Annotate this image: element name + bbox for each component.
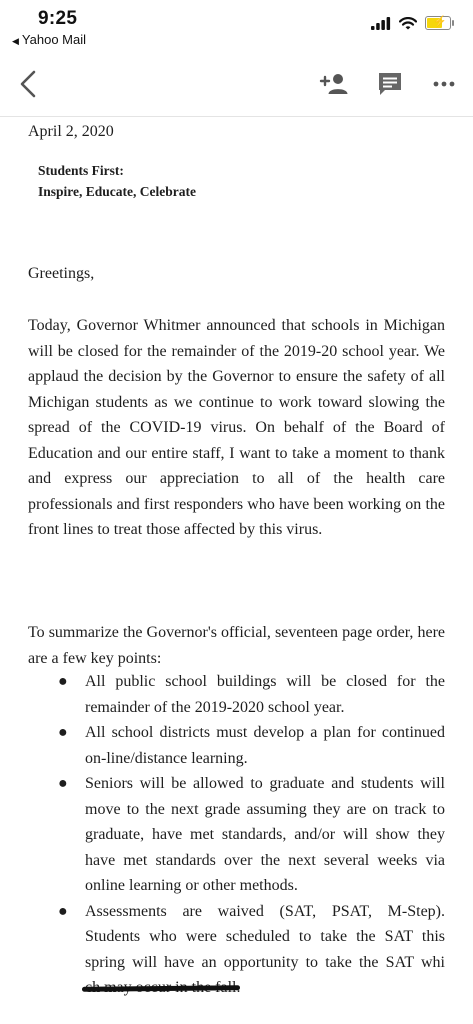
message-button[interactable] bbox=[372, 66, 408, 102]
status-bar bbox=[0, 0, 473, 52]
add-person-icon bbox=[319, 72, 349, 96]
list-item bbox=[0, 771, 473, 899]
chevron-left-icon bbox=[19, 70, 37, 98]
back-button[interactable] bbox=[10, 66, 46, 102]
signal-icon bbox=[371, 17, 391, 30]
back-to-yahoo-mail-link[interactable] bbox=[12, 32, 86, 47]
chat-bubble-icon bbox=[377, 71, 403, 97]
status-icons bbox=[371, 16, 451, 30]
key-points-list bbox=[0, 669, 473, 1001]
wifi-icon bbox=[399, 17, 417, 30]
more-options-button[interactable] bbox=[426, 66, 462, 102]
motto-line-1: Students First: bbox=[38, 163, 124, 178]
bullet-glyph: ● bbox=[58, 673, 68, 690]
paragraph-announcement: Today, Governor Whitmer announced that schools in Michigan will be closed for the remainder of the 2019-20 school year. We applaud the decision by the Governor to ensure the safety of all Michigan students as we continue to work toward slowing the spread of the COVID-19 virus. On behalf of the Board of Education and our entire staff, I want to take a moment to thank and express our appreciation to all of the health care professionals and first responders who have been working on the front lines to treat those affected by this virus. bbox=[28, 317, 445, 538]
list-item bbox=[0, 899, 473, 1001]
bullet-glyph: ● bbox=[58, 775, 68, 792]
scribbled-text bbox=[85, 975, 237, 1001]
list-item bbox=[0, 720, 473, 771]
bullet-glyph: ● bbox=[58, 902, 68, 920]
letter-date: April 2, 2020 bbox=[28, 123, 114, 140]
bolt-icon: ⚡ bbox=[433, 16, 447, 28]
list-item-text: Assessments are waived (SAT, PSAT, M-Step). Students who were scheduled to take the SAT this spring will have an opportunity to take the SAT whi bbox=[85, 902, 445, 971]
bullet-glyph: ● bbox=[58, 724, 68, 741]
mail-toolbar bbox=[0, 52, 473, 116]
status-time: 9:25 bbox=[38, 8, 78, 29]
add-contact-button[interactable] bbox=[316, 66, 352, 102]
back-triangle-icon: ◀ bbox=[12, 36, 19, 46]
list-item bbox=[0, 669, 473, 720]
battery-charging-icon bbox=[425, 16, 451, 30]
email-body[interactable] bbox=[0, 117, 473, 1024]
back-app-label: Yahoo Mail bbox=[21, 32, 86, 47]
list-item-text: Seniors will be allowed to graduate and students will move to the next grade assuming they are on track to graduate, have met standards, and/or will show they have met standards over the next several weeks via online learning or other methods. bbox=[85, 775, 445, 894]
motto-line-2: Inspire, Educate, Celebrate bbox=[38, 184, 196, 199]
paragraph-summary-intro: To summarize the Governor's official, seventeen page order, here are a few key points: bbox=[28, 624, 445, 667]
list-item-text: All public school buildings will be closed for the remainder of the 2019-2020 school year. bbox=[85, 673, 445, 716]
list-item-text: All school districts must develop a plan for continued on-line/distance learning. bbox=[85, 724, 445, 767]
more-horizontal-icon bbox=[433, 81, 455, 87]
greeting: Greetings, bbox=[28, 265, 95, 282]
